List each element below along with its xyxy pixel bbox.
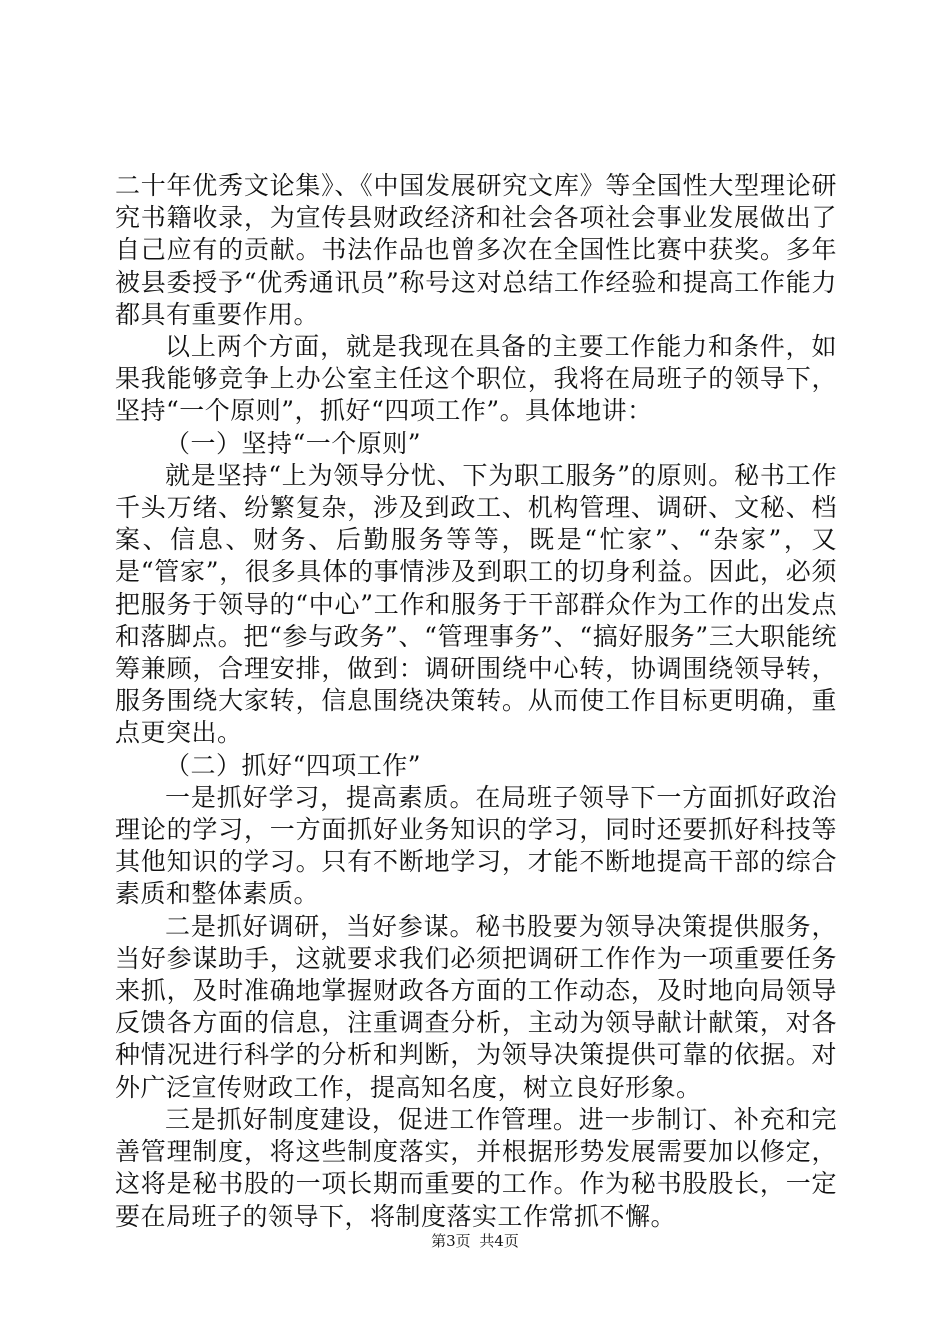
paragraph-summary: 以上两个方面，就是我现在具备的主要工作能力和条件，如果我能够竞争上办公室主任这个职位，我将在局班子的领导下，坚持“一个原则”，抓好“四项工作”。具体地讲： bbox=[115, 332, 837, 426]
paragraph-study: 一是抓好学习，提高素质。在局班子领导下一方面抓好政治理论的学习，一方面抓好业务知识的学习，同时还要抓好科技等其他知识的学习。只有不断地学习，才能不断地提高干部的综合素质和整体素质。 bbox=[115, 782, 837, 909]
paragraph-system: 三是抓好制度建设，促进工作管理。进一步制订、补充和完善管理制度，将这些制度落实，并根据形势发展需要加以修定，这将是秘书股的一项长期而重要的工作。作为秘书股股长，一定要在局班子的领导下，将制度落实工作常抓不懈。 bbox=[115, 1104, 837, 1231]
section-heading-two: （二）抓好“四项工作” bbox=[165, 750, 422, 780]
paragraph-principle: 就是坚持“上为领导分忧、下为职工服务”的原则。秘书工作千头万绪、纷繁复杂，涉及到政工、机构管理、调研、文秘、档案、信息、财务、后勤服务等等，既是“忙家”、“杂家”，又是“管家”，很多具体的事情涉及到职工的切身利益。因此，必须把服务于领导的“中心”工作和服务于干部群众作为工作的出发点和落脚点。把“参与政务”、“管理事务”、“搞好服务”三大职能统筹兼顾，合理安排，做到：调研围绕中心转，协调围绕领导转，服务围绕大家转，信息围绕决策转。从而使工作目标更明确，重点更突出。 bbox=[115, 460, 837, 748]
paragraph-research: 二是抓好调研，当好参谋。秘书股要为领导决策提供服务，当好参谋助手，这就要求我们必须把调研工作作为一项重要任务来抓，及时准确地掌握财政各方面的工作动态，及时地向局领导反馈各方面的信息，注重调查分析，主动为领导献计献策，对各种情况进行科学的分析和判断，为领导决策提供可靠的依据。对外广泛宣传财政工作，提高知名度，树立良好形象。 bbox=[115, 911, 837, 1102]
document-body bbox=[115, 170, 837, 1233]
section-heading-one: （一）坚持“一个原则” bbox=[165, 428, 422, 458]
page-total: 共4页 bbox=[479, 1232, 519, 1250]
page-number: 第3页 bbox=[431, 1232, 471, 1250]
page-footer bbox=[0, 1230, 950, 1251]
paragraph-continuation: 二十年优秀文论集》、《中国发展研究文库》等全国性大型理论研究书籍收录，为宣传县财政经济和社会各项社会事业发展做出了自己应有的贡献。书法作品也曾多次在全国性比赛中获奖。多年被县委授予“优秀通讯员”称号这对总结工作经验和提高工作能力都具有重要作用。 bbox=[115, 171, 837, 329]
